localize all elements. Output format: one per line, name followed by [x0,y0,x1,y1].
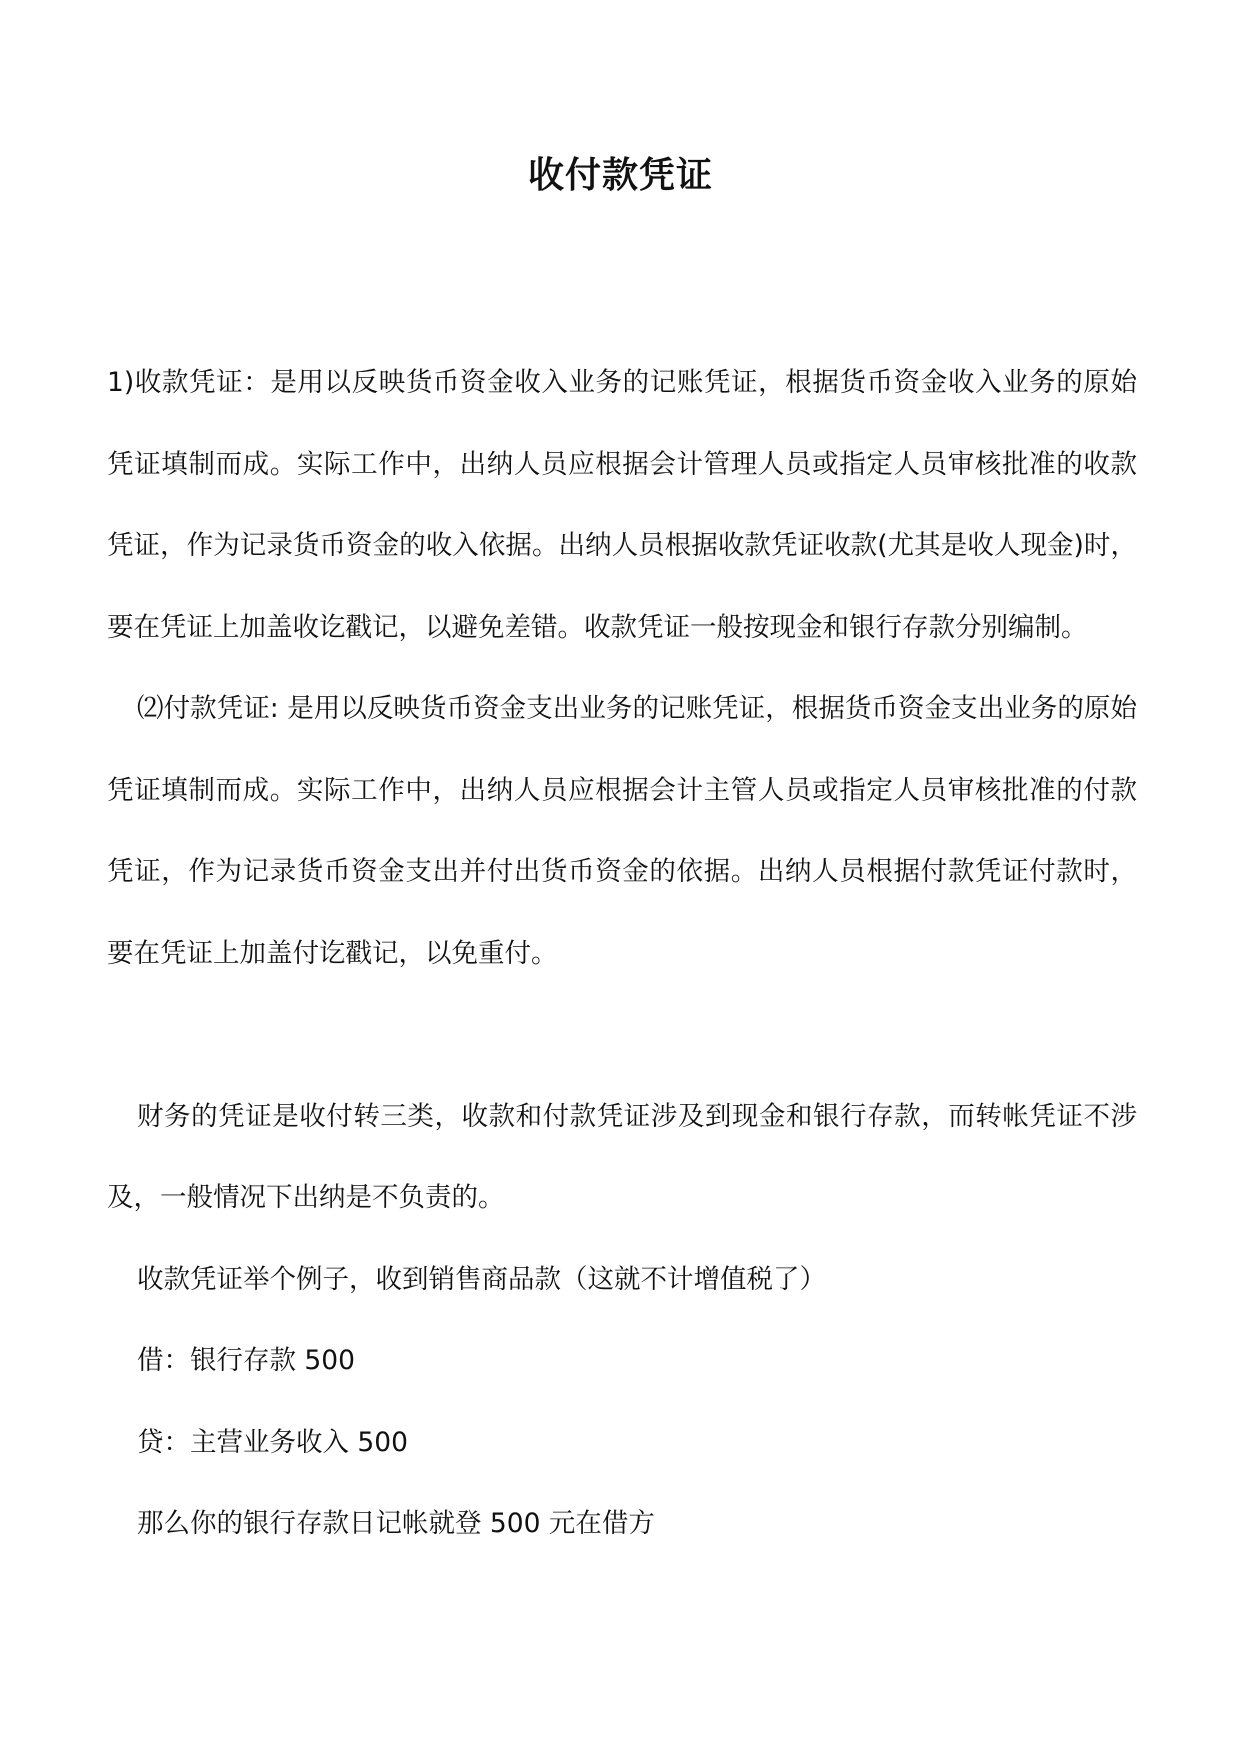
document-title: 收付款凭证 [527,155,713,196]
paragraph-receipt-voucher: 1)收款凭证：是用以反映货币资金收入业务的记账凭证，根据货币资金收入业务的原始凭证填制而成。实际工作中，出纳人员应根据会计管理人员或指定人员审核批准的收款凭证，作为记录货币资金的收入依据。出纳人员根据收款凭证收款(尤其是收人现金)时，要在凭证上加盖收讫戳记，以避免差错。收款凭证一般按现金和银行存款分别编制。 [107,367,1137,643]
paragraph-credit-entry: 贷：主营业务收入 500 [137,1426,409,1458]
paragraph-debit-entry: 借：银行存款 500 [137,1345,356,1376]
paragraph-voucher-types: 财务的凭证是收付转三类，收款和付款凭证涉及到现金和银行存款，而转帐凭证不涉及，一般情况下出纳是不负责的。 [107,1100,1137,1213]
paragraph-example-intro: 收款凭证举个例子，收到销售商品款（这就不计增值税了） [137,1263,826,1295]
paragraph-payment-voucher: ⑵付款凭证: 是用以反映货币资金支出业务的记账凭证，根据货币资金支出业务的原始凭证填制而成。实际工作中，出纳人员应根据会计主管人员或指定人员审核批准的付款凭证，作为记录货币资金支出并付出货币资金的依据。出纳人员根据付款凭证付款时，要在凭证上加盖付讫戳记，以免重付。 [107,693,1137,969]
paragraph-gap [107,994,1137,1076]
paragraph-journal-note: 那么你的银行存款日记帐就登 500 元在借方 [137,1508,655,1539]
document-body [107,342,1137,1565]
